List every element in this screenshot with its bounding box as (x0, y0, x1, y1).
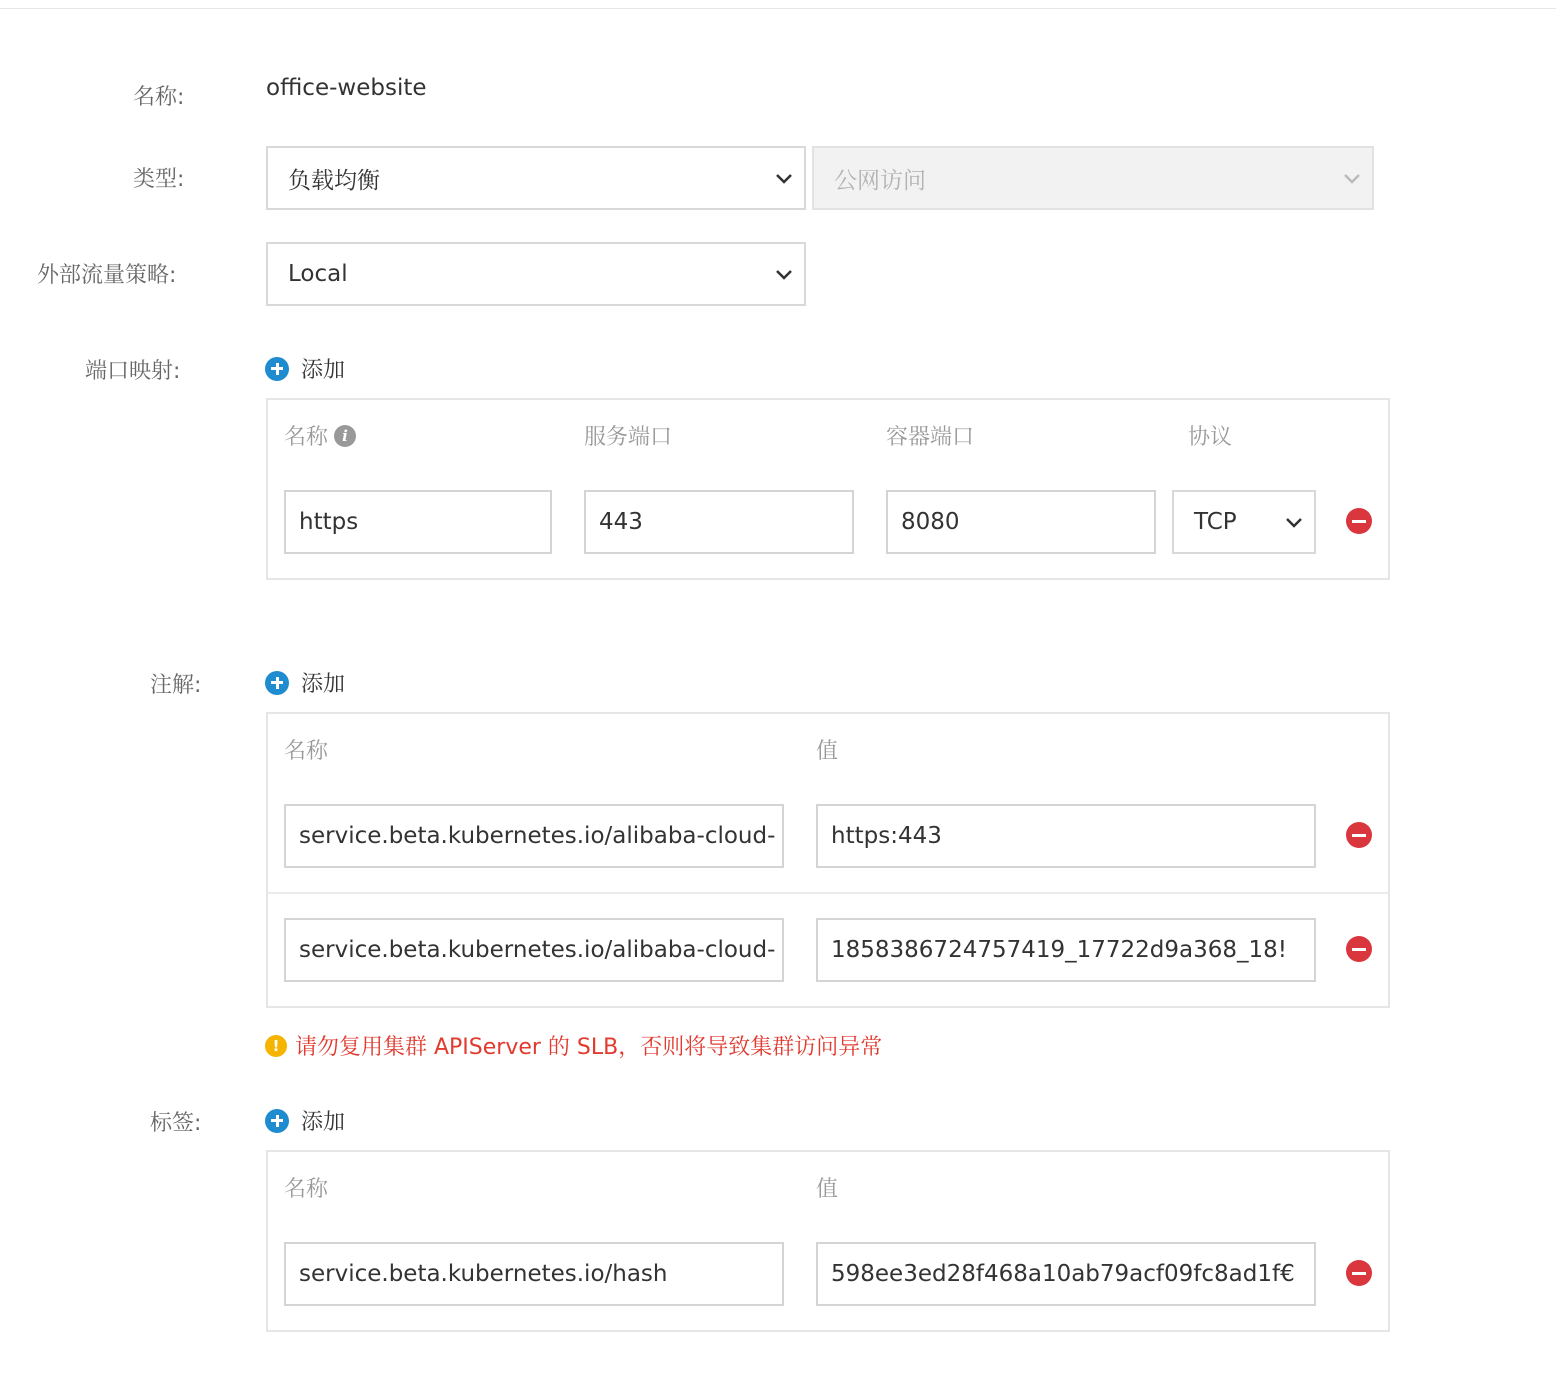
access-select (812, 146, 1374, 210)
port-col-name (284, 420, 356, 451)
annotations-panel (266, 712, 1390, 1008)
access-select-value: 公网访问 (834, 167, 926, 194)
type-select[interactable] (266, 146, 806, 210)
annotation-name-input[interactable]: service.beta.kubernetes.io/alibaba-cloud- (284, 804, 784, 868)
name-value: office-website (266, 75, 427, 101)
remove-port-icon[interactable] (1346, 508, 1372, 534)
annotation-col-name: 名称 (284, 739, 329, 764)
slb-warning (265, 1030, 882, 1061)
plus-circle-icon (265, 671, 289, 695)
port-mapping-panel (266, 398, 1390, 580)
chevron-down-icon (774, 168, 794, 188)
protocol-select[interactable] (1172, 490, 1316, 554)
add-annotation-label: 添加 (301, 672, 346, 697)
type-label: 类型: (133, 167, 185, 192)
protocol-select-value: TCP (1194, 509, 1237, 535)
name-label: 名称: (133, 85, 185, 110)
label-value-input[interactable]: 598ee3ed28f468a10ab79acf09fc8ad1f€ (816, 1242, 1316, 1306)
add-label-button[interactable] (265, 1105, 345, 1136)
label-col-value: 值 (816, 1177, 839, 1202)
annotations-label: 注解: (150, 673, 202, 698)
labels-panel (266, 1150, 1390, 1332)
row-divider (268, 892, 1388, 894)
add-port-button[interactable] (265, 353, 345, 384)
add-port-label: 添加 (301, 358, 346, 383)
external-policy-select-value: Local (288, 261, 348, 287)
chevron-down-icon (1284, 512, 1304, 532)
chevron-down-icon (1342, 168, 1362, 188)
top-divider (0, 8, 1556, 9)
info-icon[interactable]: i (334, 425, 356, 447)
annotation-value-input[interactable]: 1858386724757419_17722d9a368_18! (816, 918, 1316, 982)
service-port-input[interactable]: 443 (584, 490, 854, 554)
slb-warning-text: 请勿复用集群 APIServer 的 SLB，否则将导致集群访问异常 (295, 1035, 883, 1060)
warning-icon: ! (265, 1035, 287, 1057)
container-port-input[interactable]: 8080 (886, 490, 1156, 554)
external-policy-label: 外部流量策略: (37, 263, 177, 288)
annotation-value-input[interactable]: https:443 (816, 804, 1316, 868)
add-annotation-button[interactable] (265, 667, 345, 698)
add-label-text: 添加 (301, 1110, 346, 1135)
remove-annotation-icon[interactable] (1346, 822, 1372, 848)
port-col-container-port: 容器端口 (886, 425, 975, 450)
external-policy-select[interactable] (266, 242, 806, 306)
port-mapping-label: 端口映射: (85, 359, 181, 384)
port-col-name-label: 名称 (284, 425, 329, 450)
port-col-service-port: 服务端口 (584, 425, 673, 450)
label-name-input[interactable]: service.beta.kubernetes.io/hash (284, 1242, 784, 1306)
chevron-down-icon (774, 264, 794, 284)
port-name-input[interactable]: https (284, 490, 552, 554)
type-select-value: 负载均衡 (288, 167, 380, 194)
labels-label: 标签: (150, 1111, 202, 1136)
label-col-name: 名称 (284, 1177, 329, 1202)
plus-circle-icon (265, 1109, 289, 1133)
port-col-protocol: 协议 (1188, 425, 1233, 450)
annotation-col-value: 值 (816, 739, 839, 764)
annotation-name-input[interactable]: service.beta.kubernetes.io/alibaba-cloud- (284, 918, 784, 982)
remove-annotation-icon[interactable] (1346, 936, 1372, 962)
remove-label-icon[interactable] (1346, 1260, 1372, 1286)
plus-circle-icon (265, 357, 289, 381)
